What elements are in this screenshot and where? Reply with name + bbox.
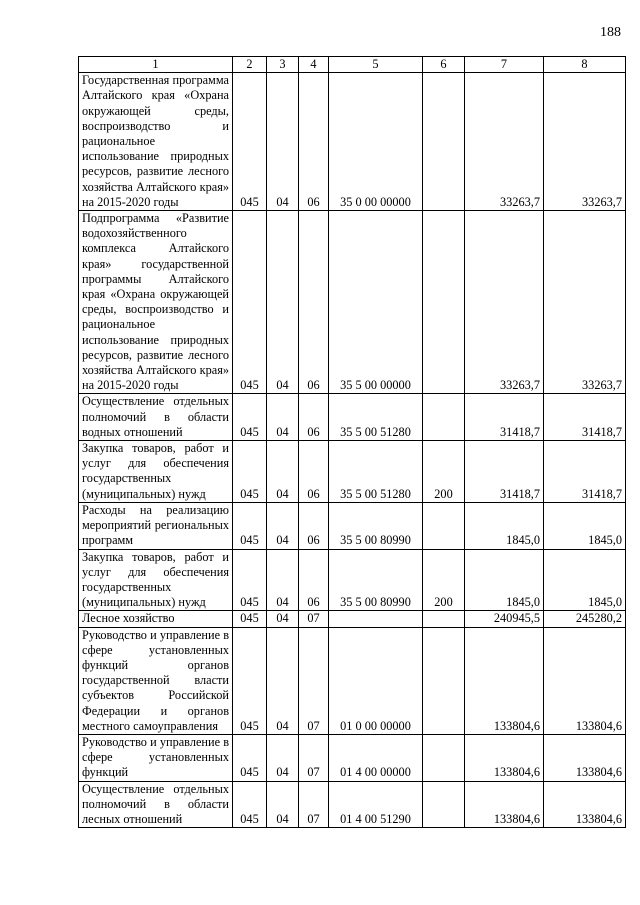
subsection-code-cell: 07 <box>299 781 329 828</box>
amount-year1-cell: 1845,0 <box>465 502 544 549</box>
subsection-code-cell: 07 <box>299 734 329 781</box>
row-name-cell: Закупка товаров, работ и услуг для обеспечения государственных (муниципальных) нужд <box>79 441 233 503</box>
amount-year2-cell: 33263,7 <box>544 211 626 394</box>
expense-type-cell <box>423 73 465 211</box>
row-name-cell: Руководство и управление в сфере установленных функций <box>79 734 233 781</box>
ministry-code-cell: 045 <box>233 734 267 781</box>
target-article-cell: 35 5 00 51280 <box>329 394 423 441</box>
amount-year1-cell: 33263,7 <box>465 211 544 394</box>
subsection-code-cell: 06 <box>299 441 329 503</box>
table-row <box>79 611 626 627</box>
table-row <box>79 781 626 828</box>
ministry-code-cell: 045 <box>233 441 267 503</box>
expense-type-cell <box>423 781 465 828</box>
table-row <box>79 211 626 394</box>
subsection-code-cell: 07 <box>299 611 329 627</box>
ministry-code-cell: 045 <box>233 394 267 441</box>
expense-type-cell: 200 <box>423 549 465 611</box>
target-article-cell: 01 4 00 00000 <box>329 734 423 781</box>
ministry-code-cell: 045 <box>233 502 267 549</box>
column-header: 2 <box>233 57 267 73</box>
amount-year1-cell: 33263,7 <box>465 73 544 211</box>
section-code-cell: 04 <box>267 611 299 627</box>
table-row <box>79 73 626 211</box>
expense-type-cell <box>423 502 465 549</box>
amount-year2-cell: 31418,7 <box>544 441 626 503</box>
amount-year1-cell: 133804,6 <box>465 781 544 828</box>
expense-type-cell <box>423 394 465 441</box>
amount-year2-cell: 1845,0 <box>544 502 626 549</box>
expense-type-cell <box>423 627 465 734</box>
target-article-cell: 35 5 00 80990 <box>329 549 423 611</box>
row-name-cell: Руководство и управление в сфере установленных функций органов государственной власти субъектов Российской Федерации и органов местного самоуправления <box>79 627 233 734</box>
section-code-cell: 04 <box>267 781 299 828</box>
section-code-cell: 04 <box>267 211 299 394</box>
section-code-cell: 04 <box>267 394 299 441</box>
row-name-cell: Расходы на реализацию мероприятий региональных программ <box>79 502 233 549</box>
amount-year1-cell: 133804,6 <box>465 627 544 734</box>
ministry-code-cell: 045 <box>233 781 267 828</box>
amount-year2-cell: 31418,7 <box>544 394 626 441</box>
target-article-cell: 35 5 00 00000 <box>329 211 423 394</box>
amount-year2-cell: 133804,6 <box>544 627 626 734</box>
row-name-cell: Государственная программа Алтайского края «Охрана окружающей среды, воспроизводство и рациональное использование природных ресурсов, развитие лесного хозяйства Алтайского края» на 2015-2020 годы <box>79 73 233 211</box>
row-name-cell: Осуществление отдельных полномочий в области водных отношений <box>79 394 233 441</box>
column-header: 3 <box>267 57 299 73</box>
amount-year1-cell: 240945,5 <box>465 611 544 627</box>
table-row <box>79 734 626 781</box>
section-code-cell: 04 <box>267 73 299 211</box>
row-name-cell: Лесное хозяйство <box>79 611 233 627</box>
column-header: 8 <box>544 57 626 73</box>
target-article-cell: 01 4 00 51290 <box>329 781 423 828</box>
expense-type-cell <box>423 734 465 781</box>
table-row <box>79 441 626 503</box>
column-header: 1 <box>79 57 233 73</box>
row-name-cell: Закупка товаров, работ и услуг для обеспечения государственных (муниципальных) нужд <box>79 549 233 611</box>
column-header: 6 <box>423 57 465 73</box>
target-article-cell: 35 5 00 51280 <box>329 441 423 503</box>
page-number: 188 <box>600 25 621 40</box>
target-article-cell: 01 0 00 00000 <box>329 627 423 734</box>
column-header: 7 <box>465 57 544 73</box>
row-name-cell: Подпрограмма «Развитие водохозяйственного комплекса Алтайского края» государственной программы Алтайского края «Охрана окружающей среды, воспроизводство и рациональное использование природных ресурсов, развитие лесного хозяйства Алтайского края» на 2015-2020 годы <box>79 211 233 394</box>
expense-type-cell <box>423 611 465 627</box>
ministry-code-cell: 045 <box>233 211 267 394</box>
amount-year2-cell: 133804,6 <box>544 781 626 828</box>
subsection-code-cell: 06 <box>299 394 329 441</box>
amount-year2-cell: 133804,6 <box>544 734 626 781</box>
ministry-code-cell: 045 <box>233 627 267 734</box>
table-row <box>79 549 626 611</box>
target-article-cell: 35 5 00 80990 <box>329 502 423 549</box>
amount-year2-cell: 245280,2 <box>544 611 626 627</box>
header-row <box>79 57 626 73</box>
target-article-cell: 35 0 00 00000 <box>329 73 423 211</box>
budget-table <box>78 56 626 828</box>
ministry-code-cell: 045 <box>233 611 267 627</box>
amount-year1-cell: 31418,7 <box>465 441 544 503</box>
subsection-code-cell: 07 <box>299 627 329 734</box>
ministry-code-cell: 045 <box>233 73 267 211</box>
table-row <box>79 394 626 441</box>
table-body <box>79 73 626 828</box>
expense-type-cell: 200 <box>423 441 465 503</box>
section-code-cell: 04 <box>267 627 299 734</box>
row-name-cell: Осуществление отдельных полномочий в области лесных отношений <box>79 781 233 828</box>
subsection-code-cell: 06 <box>299 211 329 394</box>
table-row <box>79 502 626 549</box>
section-code-cell: 04 <box>267 549 299 611</box>
column-header: 5 <box>329 57 423 73</box>
ministry-code-cell: 045 <box>233 549 267 611</box>
section-code-cell: 04 <box>267 734 299 781</box>
amount-year1-cell: 133804,6 <box>465 734 544 781</box>
section-code-cell: 04 <box>267 502 299 549</box>
subsection-code-cell: 06 <box>299 549 329 611</box>
amount-year1-cell: 1845,0 <box>465 549 544 611</box>
target-article-cell <box>329 611 423 627</box>
amount-year2-cell: 33263,7 <box>544 73 626 211</box>
amount-year2-cell: 1845,0 <box>544 549 626 611</box>
subsection-code-cell: 06 <box>299 502 329 549</box>
column-header: 4 <box>299 57 329 73</box>
table-row <box>79 627 626 734</box>
expense-type-cell <box>423 211 465 394</box>
section-code-cell: 04 <box>267 441 299 503</box>
amount-year1-cell: 31418,7 <box>465 394 544 441</box>
subsection-code-cell: 06 <box>299 73 329 211</box>
